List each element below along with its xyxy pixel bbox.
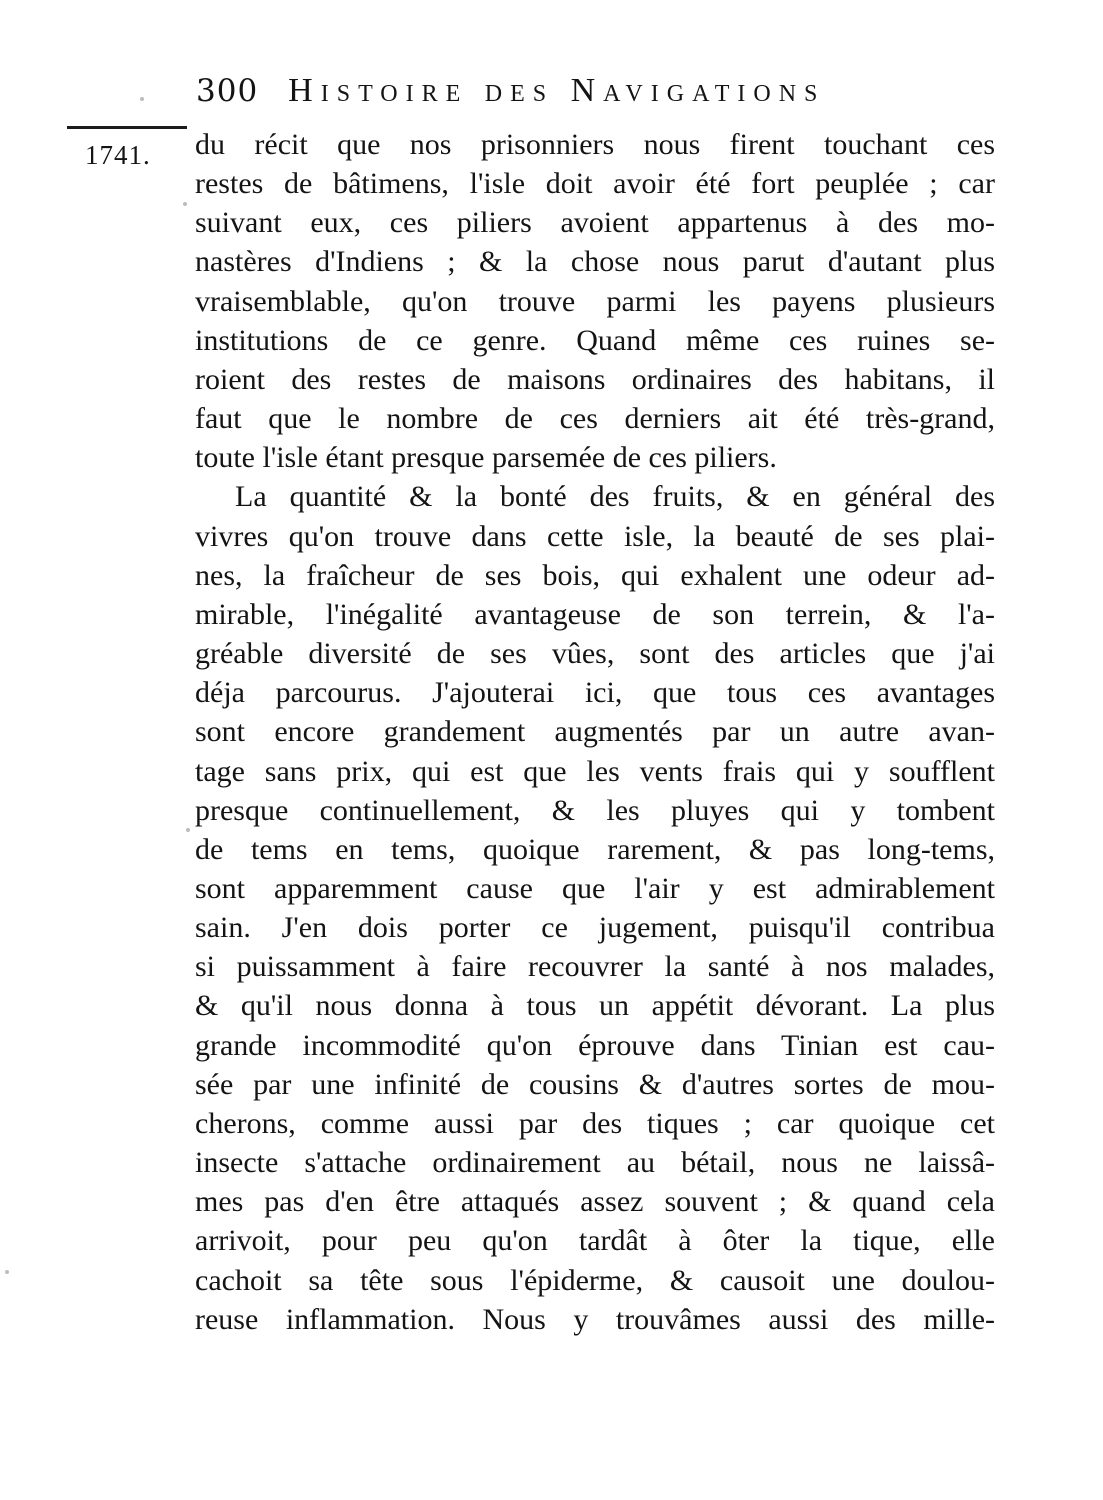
text-line: reuse inflammation. Nous y trouvâmes aussi des mille-: [195, 1302, 995, 1336]
text-line: & qu'il nous donna à tous un appétit dévorant. La plus: [195, 989, 995, 1023]
print-speck: [183, 202, 187, 206]
text-line: grande incommodité qu'on éprouve dans Tinian est cau-: [195, 1028, 995, 1062]
page-number: 300: [196, 73, 259, 109]
print-speck: [186, 828, 190, 832]
text-line: restes de bâtimens, l'isle doit avoir été fort peuplée ; car: [195, 167, 995, 201]
margin-rule: [67, 126, 187, 129]
text-line: vraisemblable, qu'on trouve parmi les payens plusieurs: [195, 284, 995, 318]
text-line: institutions de ce genre. Quand même ces ruines se-: [195, 323, 995, 357]
text-line: faut que le nombre de ces derniers ait été très-grand,: [195, 402, 995, 436]
text-line: presque continuellement, & les pluyes qui y tombent: [195, 793, 995, 827]
text-line: sée par une infinité de cousins & d'autres sortes de mou-: [195, 1067, 995, 1101]
text-line: mirable, l'inégalité avantageuse de son terrein, & l'a-: [195, 597, 995, 631]
print-speck: [140, 97, 144, 101]
text-line: roient des restes de maisons ordinaires des habitans, il: [195, 362, 995, 396]
text-line: nastères d'Indiens ; & la chose nous parut d'autant plus: [195, 245, 995, 279]
text-line: toute l'isle étant presque parsemée de ces piliers.: [195, 441, 777, 475]
text-line: gréable diversité de ses vûes, sont des articles que j'ai: [195, 637, 995, 671]
print-speck: [5, 1270, 9, 1274]
text-line: La quantité & la bonté des fruits, & en général des: [235, 480, 995, 514]
text-line: insecte s'attache ordinairement au bétail, nous ne laissâ-: [195, 1146, 995, 1180]
running-title: Histoire des Navigations: [288, 72, 826, 109]
text-line: de tems en tems, quoique rarement, & pas long-tems,: [195, 832, 995, 866]
text-line: cherons, comme aussi par des tiques ; car quoique cet: [195, 1106, 995, 1140]
text-line: sain. J'en dois porter ce jugement, puisqu'il contribua: [195, 911, 995, 945]
page-header: [196, 72, 976, 118]
text-line: vivres qu'on trouve dans cette isle, la beauté de ses plai-: [195, 519, 995, 553]
paragraph-1: [195, 125, 995, 477]
text-line: cachoit sa tête sous l'épiderme, & causoit une doulou-: [195, 1263, 995, 1297]
text-line: du récit que nos prisonniers nous firent touchant ces: [195, 128, 995, 161]
paragraph-2: [195, 477, 995, 1338]
text-line: mes pas d'en être attaqués assez souvent ; & quand cela: [195, 1185, 995, 1219]
text-line: sont apparemment cause que l'air y est admirablement: [195, 871, 995, 905]
text-line: sont encore grandement augmentés par un autre avan-: [195, 715, 995, 749]
text-line: suivant eux, ces piliers avoient appartenus à des mo-: [195, 206, 995, 240]
text-line: si puissamment à faire recouvrer la santé à nos malades,: [195, 950, 995, 984]
text-line: nes, la fraîcheur de ses bois, qui exhalent une odeur ad-: [195, 558, 995, 592]
margin-year-note: 1741.: [85, 140, 151, 170]
body-text: [195, 125, 995, 1339]
text-line: tage sans prix, qui est que les vents frais qui y soufflent: [195, 754, 995, 788]
text-line: arrivoit, pour peu qu'on tardât à ôter la tique, elle: [195, 1224, 995, 1258]
text-line: déja parcourus. J'ajouterai ici, que tous ces avantages: [195, 676, 995, 710]
